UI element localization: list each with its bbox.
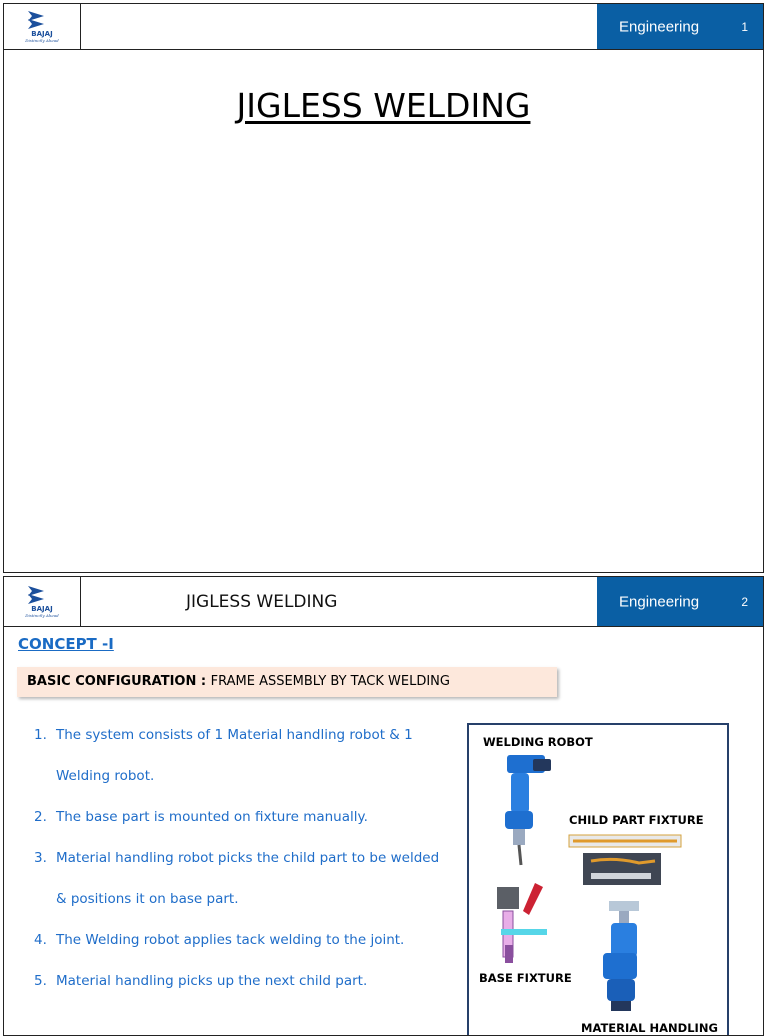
step-text: The system consists of 1 Material handling robot & 1 [56, 727, 413, 743]
slide-1 [3, 3, 764, 573]
header-title: JIGLESS WELDING [186, 591, 338, 612]
material-handling-robot-icon [597, 901, 657, 1013]
step-text: & positions it on base part. [56, 891, 239, 907]
welding-robot-icon [499, 751, 559, 871]
step-text: Welding robot. [56, 768, 155, 784]
list-item-continuation [56, 891, 239, 907]
page-number: 1 [741, 19, 748, 34]
system-diagram [467, 723, 729, 1036]
svg-text:Distinctly Ahead: Distinctly Ahead [25, 38, 59, 43]
basic-configuration-separator: : [196, 674, 211, 689]
slide-header [4, 577, 763, 627]
section-label: Engineering [619, 18, 700, 35]
child-part-fixture-label: CHILD PART FIXTURE [569, 813, 704, 827]
list-item [34, 727, 413, 743]
basic-configuration-label: BASIC CONFIGURATION [27, 674, 197, 689]
welding-robot-label: WELDING ROBOT [483, 735, 593, 749]
bajaj-logo-icon [14, 584, 70, 618]
svg-text:BAJAJ: BAJAJ [31, 605, 53, 613]
list-item [34, 850, 439, 866]
list-item [34, 932, 404, 948]
page-number: 2 [741, 594, 748, 609]
step-number: 5. [34, 973, 47, 989]
material-handling-label: MATERIAL HANDLING [581, 1021, 718, 1035]
step-number: 2. [34, 809, 47, 825]
step-number: 4. [34, 932, 47, 948]
list-item-continuation [56, 768, 154, 784]
base-fixture-label: BASE FIXTURE [479, 971, 572, 985]
section-badge [597, 4, 763, 49]
slide-2 [3, 576, 764, 1036]
svg-text:BAJAJ: BAJAJ [31, 30, 53, 38]
step-text: Material handling picks up the next child part. [56, 973, 368, 989]
slide-title [4, 86, 763, 125]
slide-header [4, 4, 763, 50]
basic-configuration-value: FRAME ASSEMBLY BY TACK WELDING [210, 674, 450, 689]
section-badge [597, 577, 763, 626]
child-part-fixture-icon [565, 833, 685, 889]
svg-text:Distinctly Ahead: Distinctly Ahead [25, 613, 59, 618]
slide-title-text: JIGLESS WELDING [236, 86, 531, 125]
step-text: The Welding robot applies tack welding to the joint. [56, 932, 405, 948]
logo-box [4, 4, 81, 49]
step-number: 1. [34, 727, 47, 743]
step-text: Material handling robot picks the child part to be welded [56, 850, 440, 866]
list-item [34, 973, 367, 989]
list-item [34, 809, 368, 825]
concept-heading: CONCEPT -I [18, 635, 114, 653]
step-text: The base part is mounted on fixture manually. [56, 809, 368, 825]
basic-configuration-box [17, 667, 557, 697]
logo-box [4, 577, 81, 626]
step-number: 3. [34, 850, 47, 866]
bajaj-logo-icon [14, 9, 70, 43]
base-fixture-icon [495, 881, 555, 967]
section-label: Engineering [619, 593, 700, 610]
